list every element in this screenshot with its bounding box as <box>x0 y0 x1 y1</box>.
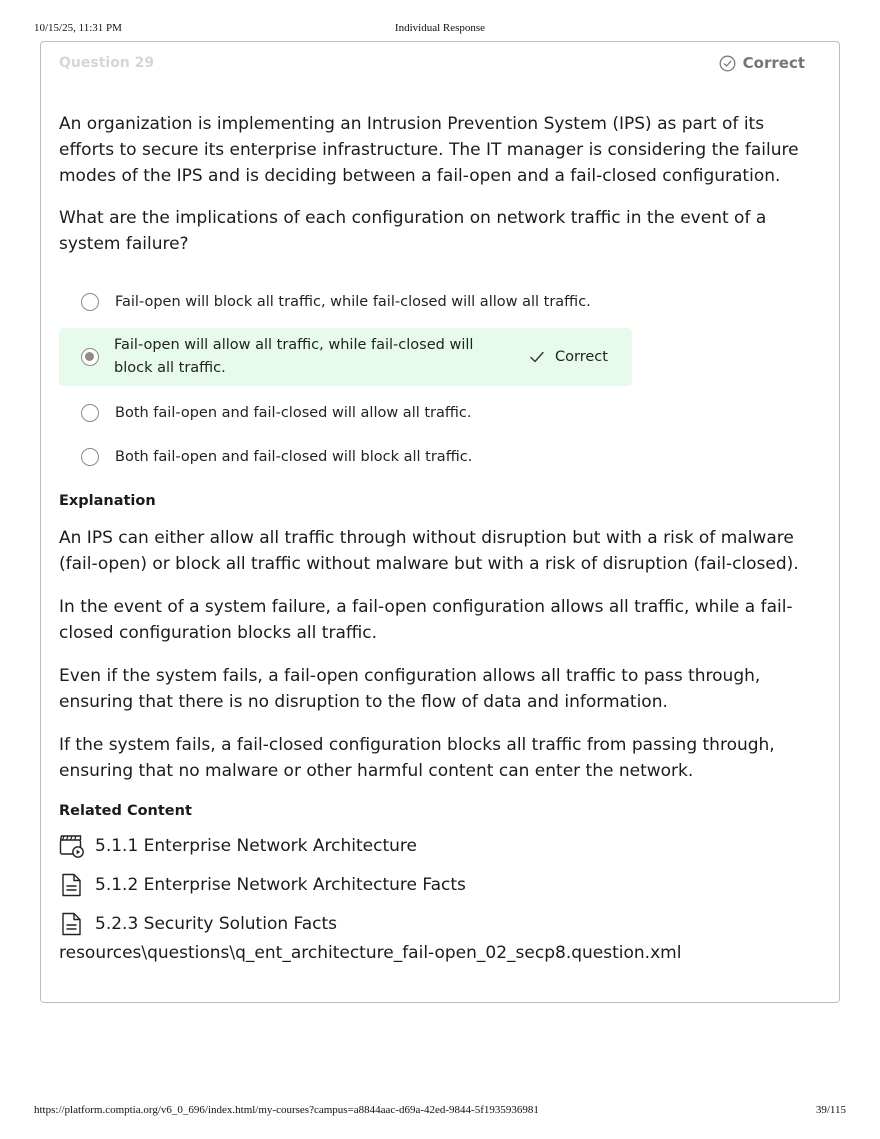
option-text: Both fail-open and fail-closed will allow all traffic. <box>115 404 472 421</box>
print-footer <box>0 1104 880 1118</box>
explanation-paragraph: An IPS can either allow all traffic through without disruption but with a risk of malware (fail-open) or block all traffic without malware but with a risk of disruption (fail-closed). <box>59 528 799 574</box>
explanation-heading: Explanation <box>59 493 156 509</box>
related-link-label[interactable]: 5.2.3 Security Solution Facts <box>95 914 338 934</box>
explanation-paragraph: Even if the system fails, a fail-open configuration allows all traffic to pass through, ensuring that there is no disruption to the flow of data and information. <box>59 666 761 712</box>
answer-option-1[interactable] <box>59 287 632 317</box>
print-page-number: 39/115 <box>815 1104 846 1116</box>
option-text: Fail-open will block all traffic, while fail-closed will allow all traffic. <box>115 293 591 310</box>
related-link-2[interactable] <box>59 872 466 898</box>
radio-button[interactable] <box>81 448 99 466</box>
answer-option-3[interactable] <box>59 398 632 428</box>
question-stem-paragraph: An organization is implementing an Intrusion Prevention System (IPS) as part of its efforts to secure its enterprise infrastructure. The IT manager is considering the failure modes of the IPS and is deciding between a fail-open and a fail-closed configuration. <box>59 114 799 186</box>
check-circle-icon <box>719 55 736 72</box>
answer-option-4[interactable] <box>59 442 632 472</box>
print-title: Individual Response <box>394 22 486 34</box>
question-prompt: What are the implications of each configuration on network traffic in the event of a system failure? <box>59 208 767 254</box>
radio-button[interactable] <box>81 404 99 422</box>
related-link-3[interactable] <box>59 911 337 937</box>
print-url: https://platform.comptia.org/v6_0_696/index.html/my-courses?campus=a8844aac-d69a-42ed-9844-5f1935936981 <box>34 1104 539 1116</box>
document-icon <box>59 911 85 937</box>
option-feedback <box>529 349 608 365</box>
explanation-paragraph: If the system fails, a fail-closed configuration blocks all traffic from passing through, ensuring that no malware or other harmful content can enter the network. <box>59 735 775 781</box>
print-header <box>0 22 880 36</box>
document-icon <box>59 872 85 898</box>
related-link-1[interactable] <box>59 833 417 859</box>
option-text: Fail-open will allow all traffic, while fail-closed will block all traffic. <box>114 337 474 376</box>
option-feedback-label: Correct <box>555 349 608 365</box>
related-link-label[interactable]: 5.1.2 Enterprise Network Architecture Facts <box>95 875 466 895</box>
resource-path: resources\questions\q_ent_architecture_fail-open_02_secp8.question.xml <box>59 943 682 963</box>
print-datetime: 10/15/25, 11:31 PM <box>34 22 122 34</box>
question-card <box>40 41 840 1003</box>
related-link-label[interactable]: 5.1.1 Enterprise Network Architecture <box>95 836 417 856</box>
radio-button-selected[interactable] <box>81 348 99 366</box>
related-content-heading: Related Content <box>59 803 192 819</box>
question-number: Question 29 <box>59 55 155 71</box>
status-badge <box>719 54 805 72</box>
explanation-paragraph: In the event of a system failure, a fail-open configuration allows all traffic, while a fail-closed configuration blocks all traffic. <box>59 597 793 643</box>
checkmark-icon <box>529 349 545 365</box>
answer-option-2[interactable] <box>59 328 632 386</box>
status-label: Correct <box>742 54 805 72</box>
option-text: Both fail-open and fail-closed will block all traffic. <box>115 448 473 465</box>
video-icon <box>59 833 85 859</box>
radio-button[interactable] <box>81 293 99 311</box>
